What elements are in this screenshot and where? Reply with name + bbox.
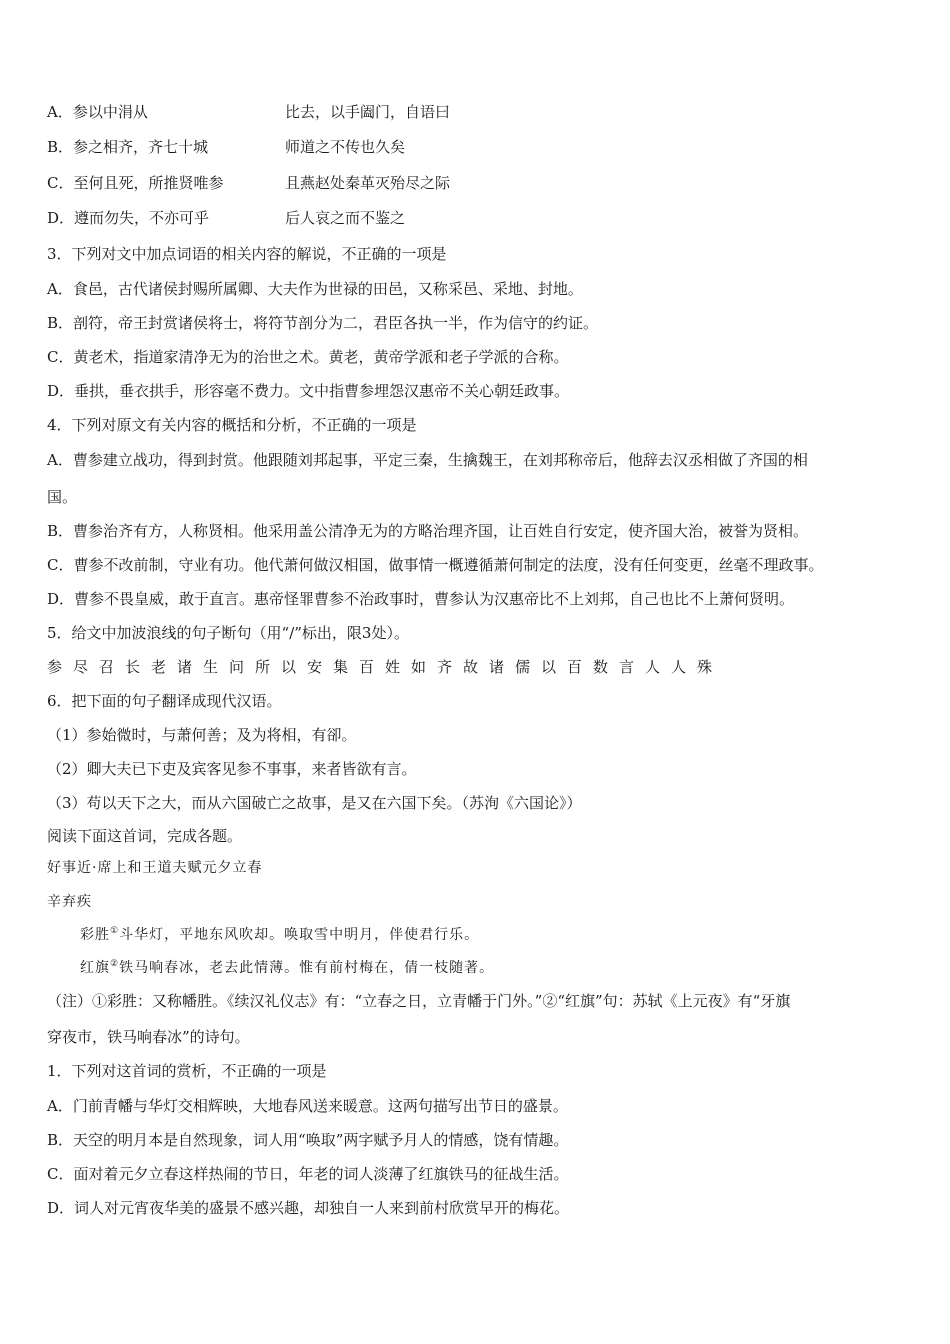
q5-stem: 5．给文中加波浪线的句子断句（用“/”标出，限3处）。 xyxy=(47,624,409,642)
q2-option-c-left: C．至何且死，所推贤唯参 xyxy=(47,174,224,192)
q4-option-a-line2: 国。 xyxy=(47,488,78,506)
q3-option-c: C．黄老术，指道家清净无为的治世之术。黄老，黄帝学派和老子学派的合称。 xyxy=(47,348,569,366)
poem-line-2-start: 红旗 xyxy=(80,960,110,976)
q1-stem: 1．下列对这首词的赏析，不正确的一项是 xyxy=(47,1062,327,1080)
q2-option-b-right: 师道之不传也久矣 xyxy=(285,138,406,156)
q2-option-a-left: A．参以中涓从 xyxy=(47,103,148,121)
q2-option-d-left: D．遵而勿失，不亦可乎 xyxy=(47,209,210,227)
poem-title: 好事近·席上和王道夫赋元夕立春 xyxy=(47,860,263,876)
q3-option-d: D．垂拱，垂衣拱手，形容毫不费力。文中指曹参埋怨汉惠帝不关心朝廷政事。 xyxy=(47,382,570,400)
poem-note-line1: （注）①彩胜：又称幡胜。《续汉礼仪志》有：“立春之日，立青幡于门外。”②“红旗”句：苏轼《上元夜》有“牙旗 xyxy=(47,992,791,1010)
poem-line-1 xyxy=(80,925,479,945)
poem-line-1-start: 彩胜 xyxy=(80,927,110,943)
q4-option-b: B．曹参治齐有方，人称贤相。他采用盖公清净无为的方略治理齐国，让百姓自行安定，使齐国大治，被誉为贤相。 xyxy=(47,522,809,540)
q2-option-b-left: B．参之相齐，齐七十城 xyxy=(47,138,209,156)
q2-option-c-right: 且燕赵处秦革灭殆尽之际 xyxy=(285,174,451,192)
reading-intro: 阅读下面这首词，完成各题。 xyxy=(47,827,243,845)
q2-option-a-right: 比去，以手阖门，自语曰 xyxy=(285,103,451,121)
q3-stem: 3．下列对文中加点词语的相关内容的解说，不正确的一项是 xyxy=(47,245,447,263)
q1-option-a: A．门前青幡与华灯交相辉映，大地春风送来暖意。这两句描写出节日的盛景。 xyxy=(47,1097,568,1115)
q1-option-c: C．面对着元夕立春这样热闹的节日，年老的词人淡薄了红旗铁马的征战生活。 xyxy=(47,1165,569,1183)
q4-stem: 4．下列对原文有关内容的概括和分析，不正确的一项是 xyxy=(47,416,417,434)
q6-stem: 6．把下面的句子翻译成现代汉语。 xyxy=(47,692,282,710)
poem-author: 辛弃疾 xyxy=(47,894,92,910)
q4-option-a-line1: A．曹参建立战功，得到封赏。他跟随刘邦起事，平定三秦，生擒魏王，在刘邦称帝后，他辞去汉丞相做了齐国的相 xyxy=(47,451,808,469)
poem-note-line2: 穿夜市，铁马响春冰”的诗句。 xyxy=(47,1028,250,1046)
q4-option-d: D．曹参不畏皇威，敢于直言。惠帝怪罪曹参不治政事时，曹参认为汉惠帝比不上刘邦，自己也比不上萧何贤明。 xyxy=(47,590,795,608)
q1-option-b: B．天空的明月本是自然现象，词人用“唤取”两字赋予月人的情感，饶有情趣。 xyxy=(47,1131,569,1149)
q3-option-b: B．剖符，帝王封赏诸侯将士，将符节剖分为二，君臣各执一半，作为信守的约证。 xyxy=(47,314,599,332)
q6-sentence-1: （1）参始微时，与萧何善；及为将相，有卻。 xyxy=(47,726,357,744)
q4-option-c: C．曹参不改前制，守业有功。他代萧何做汉相国，做事情一概遵循萧何制定的法度，没有任何变更，丝毫不理政事。 xyxy=(47,556,824,574)
footnote-marker-1: ① xyxy=(110,926,120,936)
q6-sentence-3: （3）苟以天下之大，而从六国破亡之故事，是又在六国下矣。（苏洵《六国论》） xyxy=(47,794,582,812)
q2-option-d-right: 后人哀之而不鉴之 xyxy=(285,209,406,227)
q1-option-d: D．词人对元宵夜华美的盛景不感兴趣，却独自一人来到前村欣赏早开的梅花。 xyxy=(47,1199,570,1217)
q3-option-a: A．食邑，古代诸侯封赐所属卿、大夫作为世禄的田邑，又称采邑、采地、封地。 xyxy=(47,280,583,298)
poem-line-2-rest: 铁马响春冰，老去此情薄。惟有前村梅在，倩一枝随著。 xyxy=(119,960,495,976)
poem-line-2 xyxy=(80,958,494,978)
poem-line-1-rest: 斗华灯，平地东风吹却。唤取雪中明月，伴使君行乐。 xyxy=(119,927,480,943)
q6-sentence-2: （2）卿大夫已下吏及宾客见参不事事，来者皆欲有言。 xyxy=(47,760,417,778)
q5-passage: 参尽召长老诸生问所以安集百姓如齐故诸儒以百数言人人殊 xyxy=(47,658,724,676)
footnote-marker-2: ② xyxy=(110,959,120,969)
